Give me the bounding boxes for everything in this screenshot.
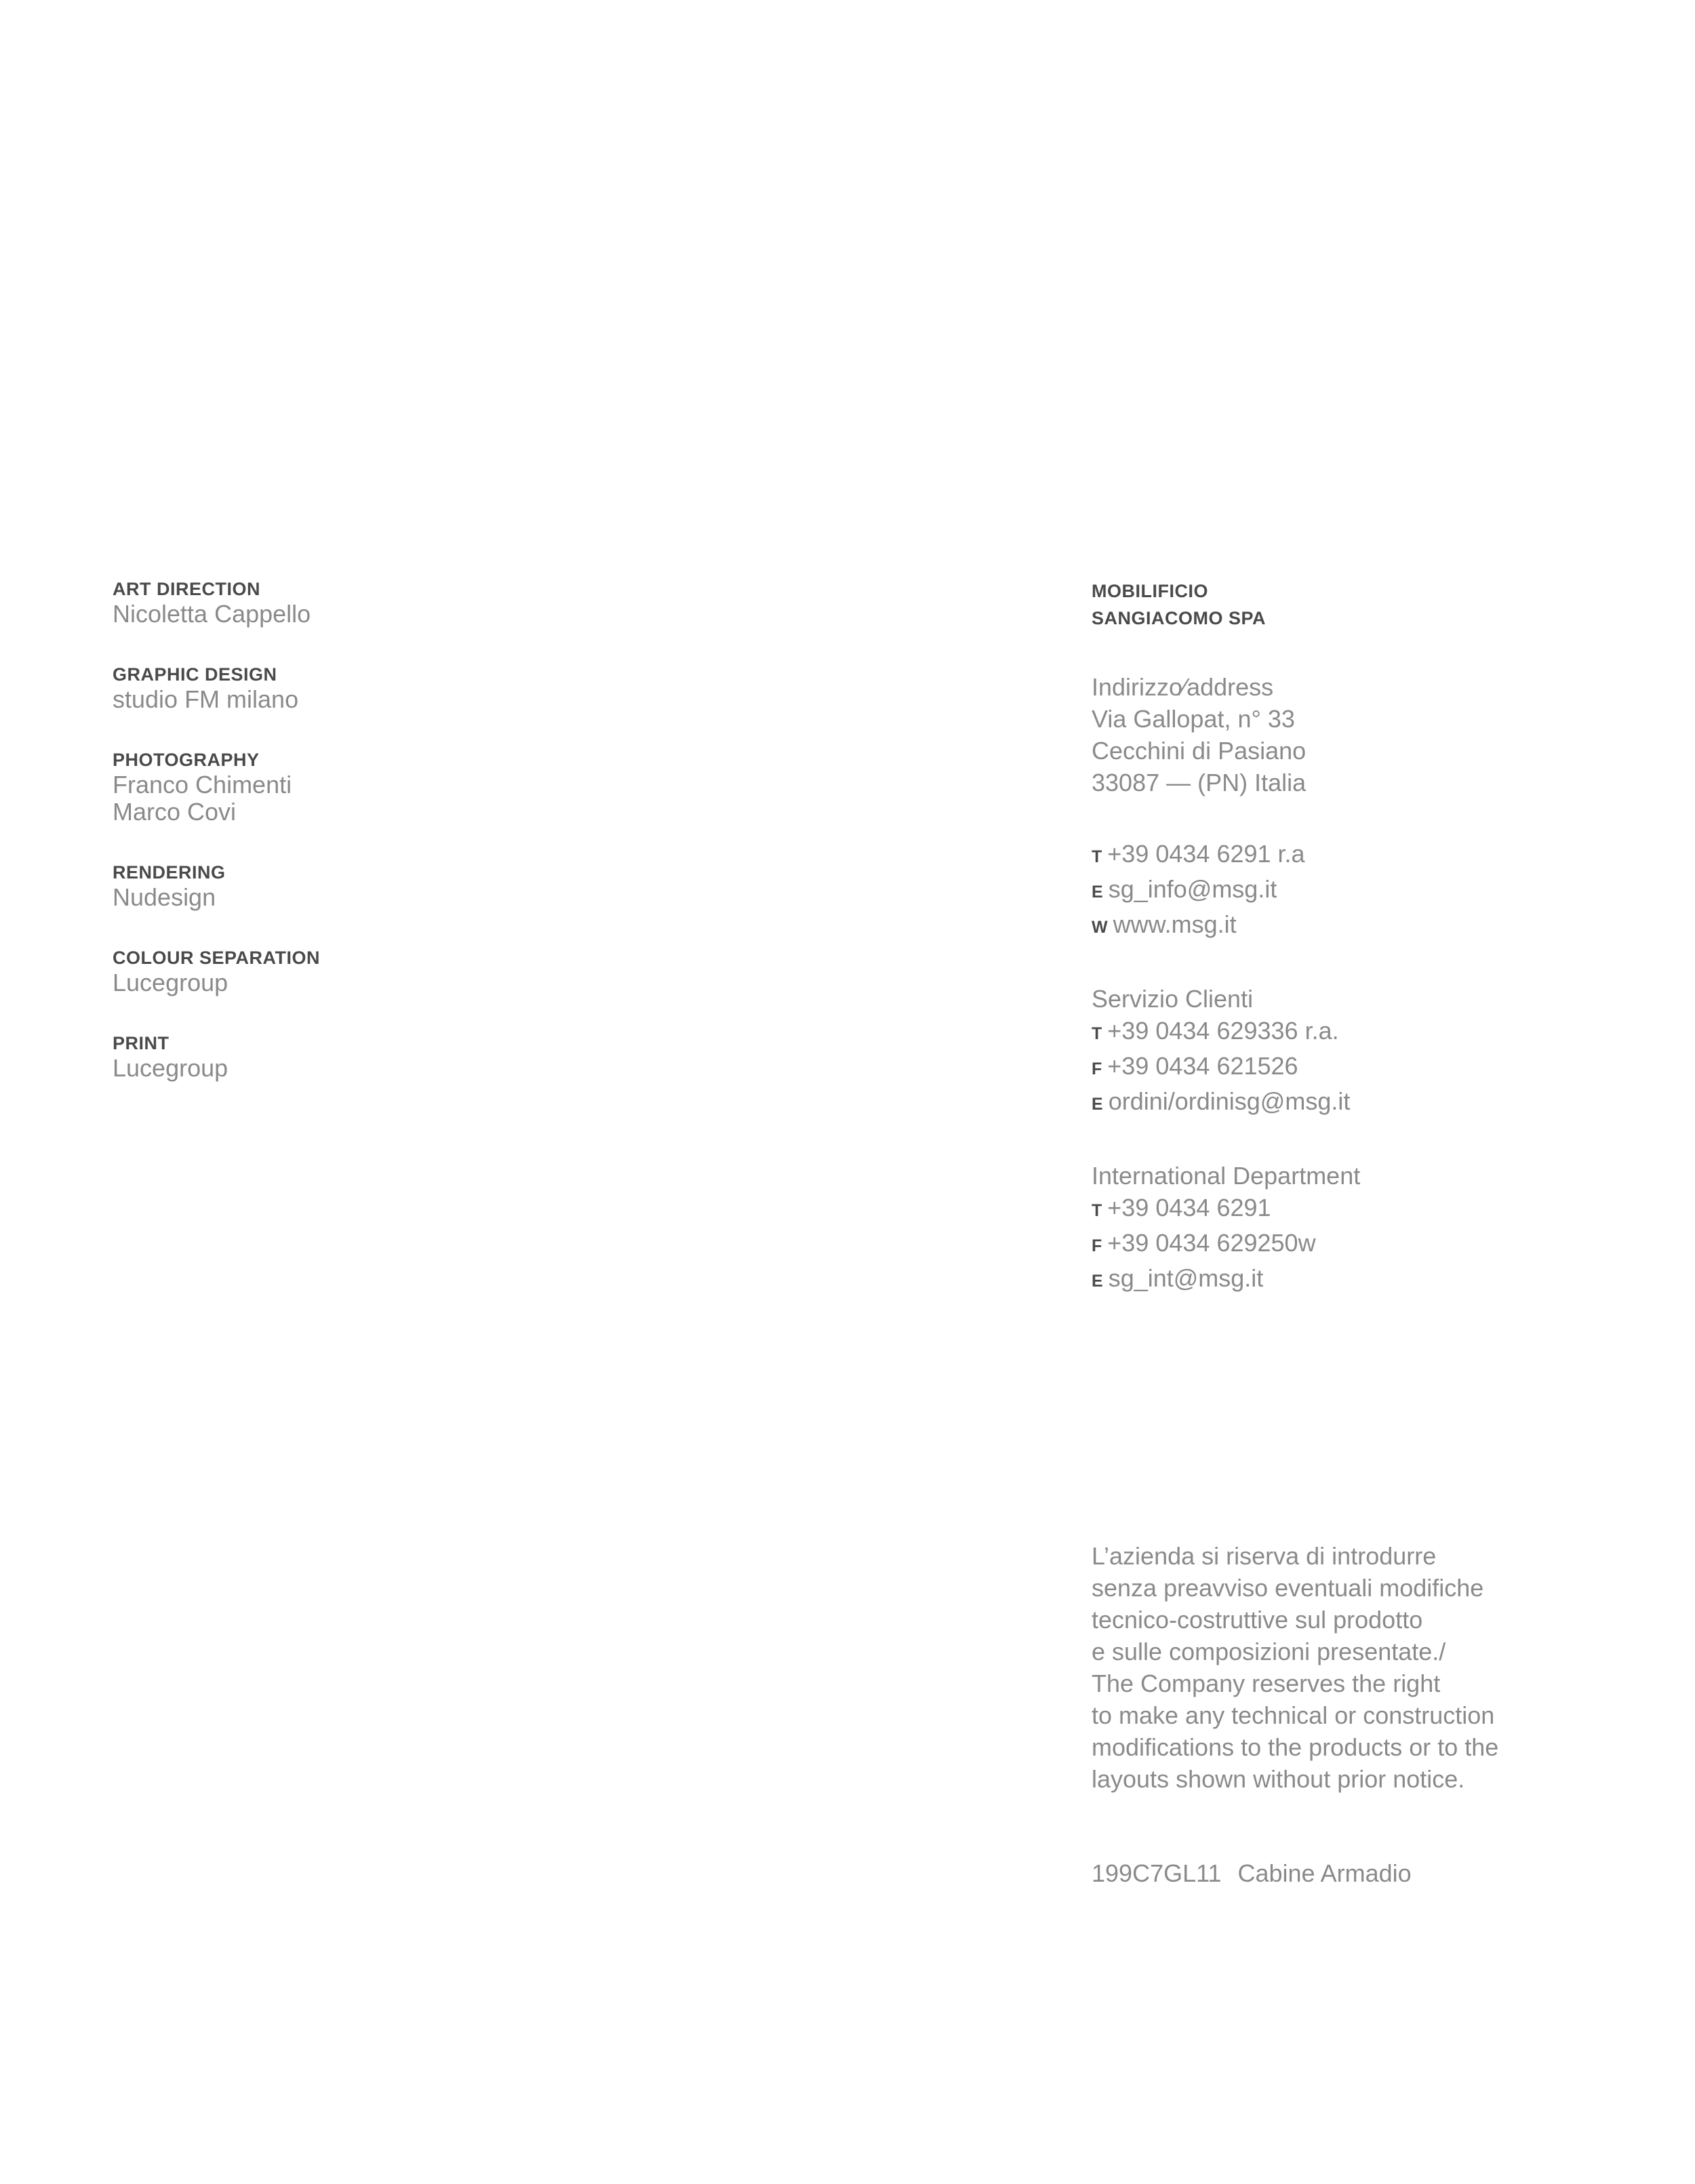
contact-prefix: E bbox=[1092, 1095, 1103, 1114]
customer-service-email-link[interactable]: ordini/ordinisg@msg.it bbox=[1108, 1087, 1351, 1115]
international-phone bbox=[1092, 1192, 1648, 1227]
catalog-code: 199C7GL11 bbox=[1092, 1859, 1222, 1887]
company-name-line2: SANGIACOMO SPA bbox=[1092, 608, 1267, 628]
contact-prefix: T bbox=[1092, 1201, 1102, 1220]
credit-value: Marco Covi bbox=[113, 798, 237, 826]
contact-web-link[interactable]: www.msg.it bbox=[1113, 910, 1237, 938]
credit-heading: ART DIRECTION bbox=[113, 579, 260, 599]
contact-prefix: E bbox=[1092, 883, 1103, 902]
contact-email bbox=[1092, 873, 1648, 908]
contact-prefix: E bbox=[1092, 1272, 1103, 1291]
international-email bbox=[1092, 1262, 1648, 1297]
credits-section bbox=[113, 578, 723, 1117]
disclaimer-line: to make any technical or construction bbox=[1092, 1701, 1495, 1729]
credit-value: Lucegroup bbox=[113, 1054, 228, 1082]
catalog-footer bbox=[1092, 1857, 1412, 1889]
disclaimer-line: modifications to the products or to the bbox=[1092, 1733, 1499, 1761]
customer-service-email bbox=[1092, 1085, 1648, 1120]
customer-service-fax-value: +39 0434 621526 bbox=[1107, 1052, 1298, 1080]
contact-web bbox=[1092, 908, 1648, 944]
company-name-line1: MOBILIFICIO bbox=[1092, 581, 1208, 601]
address-street: Via Gallopat, n° 33 bbox=[1092, 705, 1295, 733]
address-postal: 33087 — (PN) Italia bbox=[1092, 769, 1307, 796]
credit-heading: PHOTOGRAPHY bbox=[113, 750, 260, 770]
disclaimer-line: e sulle composizioni presentate./ bbox=[1092, 1638, 1446, 1665]
credit-art-direction bbox=[113, 578, 723, 628]
contact-prefix: T bbox=[1092, 1024, 1102, 1043]
disclaimer-line: layouts shown without prior notice. bbox=[1092, 1765, 1465, 1793]
credit-heading: PRINT bbox=[113, 1033, 170, 1053]
disclaimer-line: L’azienda si riserva di introdurre bbox=[1092, 1542, 1437, 1570]
credit-value: Franco Chimenti bbox=[113, 771, 292, 798]
customer-service-phone-value[interactable]: +39 0434 629336 r.a. bbox=[1107, 1017, 1339, 1045]
contact-prefix: W bbox=[1092, 918, 1108, 937]
disclaimer-line: senza preavviso eventuali modifiche bbox=[1092, 1574, 1484, 1602]
credit-graphic-design bbox=[113, 663, 723, 713]
credit-value: Nicoletta Cappello bbox=[113, 600, 311, 628]
credit-colour-separation bbox=[113, 946, 723, 996]
customer-service-block bbox=[1092, 983, 1648, 1120]
international-email-link[interactable]: sg_int@msg.it bbox=[1108, 1264, 1264, 1292]
credit-print bbox=[113, 1032, 723, 1082]
customer-service-phone bbox=[1092, 1015, 1648, 1050]
contact-phone bbox=[1092, 838, 1648, 873]
credit-value: Nudesign bbox=[113, 883, 216, 911]
international-fax bbox=[1092, 1227, 1648, 1262]
credit-photography bbox=[113, 748, 723, 826]
contact-email-link[interactable]: sg_info@msg.it bbox=[1108, 875, 1277, 903]
international-phone-value[interactable]: +39 0434 6291 bbox=[1107, 1194, 1271, 1221]
credit-heading: COLOUR SEPARATION bbox=[113, 948, 321, 968]
international-title: International Department bbox=[1092, 1162, 1361, 1190]
catalog-title: Cabine Armadio bbox=[1237, 1859, 1412, 1887]
contact-prefix: F bbox=[1092, 1236, 1102, 1255]
credit-heading: RENDERING bbox=[113, 862, 226, 883]
contact-phone-value[interactable]: +39 0434 6291 r.a bbox=[1107, 840, 1305, 868]
disclaimer-text bbox=[1092, 1540, 1648, 1795]
address-label: Indirizzo⁄address bbox=[1092, 673, 1274, 701]
disclaimer-line: The Company reserves the right bbox=[1092, 1670, 1441, 1697]
customer-service-title: Servizio Clienti bbox=[1092, 985, 1254, 1013]
address-town: Cecchini di Pasiano bbox=[1092, 737, 1307, 765]
main-contacts-block bbox=[1092, 838, 1648, 944]
international-block bbox=[1092, 1160, 1648, 1297]
address-block bbox=[1092, 671, 1648, 798]
credit-value: studio FM milano bbox=[113, 685, 299, 713]
international-fax-value: +39 0434 629250w bbox=[1107, 1229, 1316, 1257]
credit-heading: GRAPHIC DESIGN bbox=[113, 664, 277, 685]
contact-prefix: F bbox=[1092, 1059, 1102, 1078]
credit-value: Lucegroup bbox=[113, 969, 228, 996]
customer-service-fax bbox=[1092, 1050, 1648, 1085]
credit-rendering bbox=[113, 861, 723, 911]
contact-prefix: T bbox=[1092, 847, 1102, 866]
company-info-section bbox=[1092, 578, 1648, 1297]
disclaimer-line: tecnico-costruttive sul prodotto bbox=[1092, 1606, 1423, 1634]
